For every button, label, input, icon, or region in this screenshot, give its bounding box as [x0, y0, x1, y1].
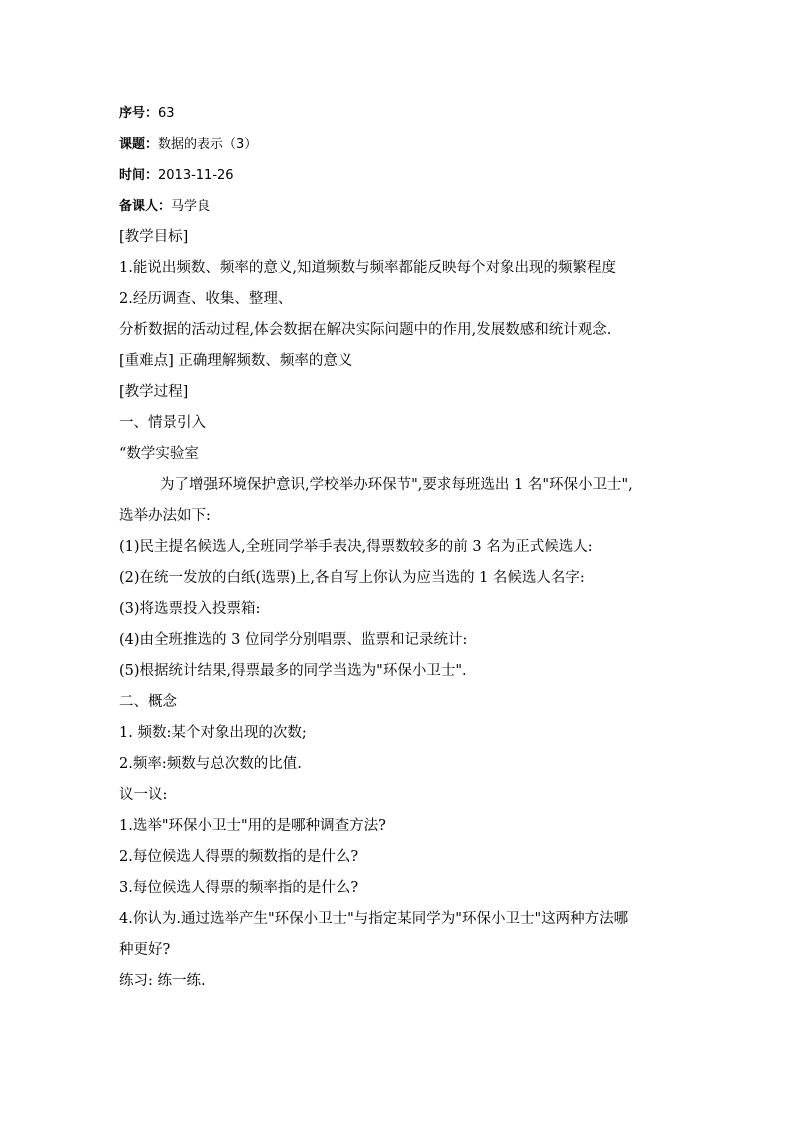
paragraph-line: 2.经历调查、收集、整理、: [119, 291, 293, 307]
document-content: [119, 98, 684, 997]
time-label: 时间：: [119, 168, 159, 183]
topic-value: 数据的表示（3）: [158, 137, 258, 152]
paragraph-line: 选举办法如下:: [119, 508, 211, 524]
paragraph-line: 1.能说出频数、频率的意义,知道频数与频率都能反映每个对象出现的频繁程度: [119, 260, 616, 276]
paragraph-line: (4)由全班推选的 3 位同学分别唱票、监票和记录统计:: [119, 632, 468, 648]
paragraph-line: 2.每位候选人得票的频数指的是什么?: [119, 849, 359, 865]
paragraph-line: 种更好?: [119, 942, 171, 958]
paragraph-line: [重难点] 正确理解频数、频率的意义: [119, 353, 353, 369]
lesson-body: [119, 222, 684, 997]
preparer-value: 马学良: [171, 199, 211, 214]
serial-line: [119, 98, 684, 129]
serial-value: 63: [158, 106, 175, 121]
paragraph-line: 练习: 练一练.: [119, 973, 206, 989]
serial-label: 序号：: [119, 106, 159, 121]
paragraph-line: 二、概念: [119, 694, 177, 710]
paragraph-line: 3.每位候选人得票的频率指的是什么?: [119, 880, 359, 896]
paragraph-line: 1.选举"环保小卫士"用的是哪种调查方法?: [119, 818, 386, 834]
paragraph-line: 1. 频数:某个对象出现的次数;: [119, 725, 307, 741]
paragraph-line: (3)将选票投入投票箱:: [119, 601, 261, 617]
paragraph-line: (1)民主提名候选人,全班同学举手表决,得票数较多的前 3 名为正式候选人:: [119, 539, 593, 555]
paragraph-line: [教学过程]: [119, 384, 189, 400]
time-line: [119, 160, 684, 191]
preparer-line: [119, 191, 684, 222]
paragraph-line: 为了增强环境保护意识,学校举办环保节",要求每班选出 1 名"环保小卫士",: [160, 477, 633, 493]
paragraph-line: 2.频率:频数与总次数的比值.: [119, 756, 302, 772]
paragraph-line: 分析数据的活动过程,体会数据在解决实际问题中的作用,发展数感和统计观念.: [119, 322, 612, 338]
paragraph-line: 议一议:: [119, 787, 168, 803]
paragraph-line: 一、情景引入: [119, 415, 206, 431]
topic-label: 课题：: [119, 137, 159, 152]
preparer-label: 备课人：: [119, 199, 172, 214]
paragraph-line: [教学目标]: [119, 229, 189, 245]
paragraph-line: 4.你认为.通过选举产生"环保小卫士"与指定某同学为"环保小卫士"这两种方法哪: [119, 911, 629, 927]
paragraph-line: “数学实验室: [119, 446, 199, 462]
paragraph-line: (2)在统一发放的白纸(选票)上,各自写上你认为应当选的 1 名候选人名字:: [119, 570, 585, 586]
time-value: 2013-11-26: [158, 168, 234, 183]
paragraph-line: (5)根据统计结果,得票最多的同学当选为"环保小卫士".: [119, 663, 467, 679]
topic-line: [119, 129, 684, 160]
